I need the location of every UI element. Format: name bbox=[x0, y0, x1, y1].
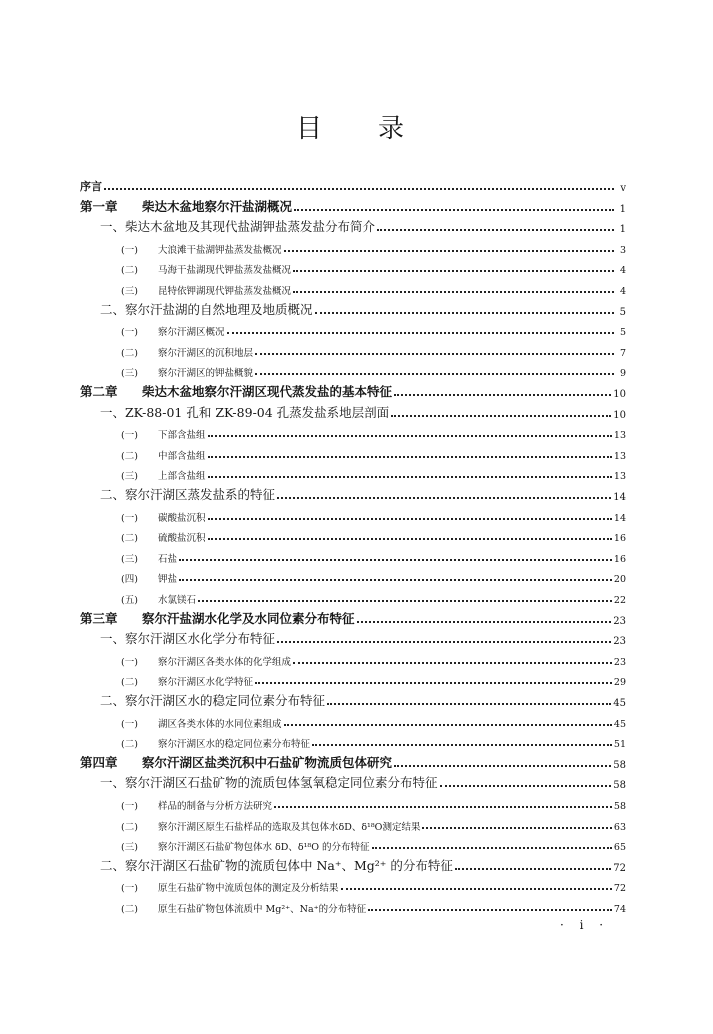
toc-entry bbox=[80, 792, 626, 812]
toc-leader-dots bbox=[372, 847, 612, 849]
toc-entry bbox=[80, 689, 626, 709]
toc-entry-page: 63 bbox=[613, 821, 626, 833]
toc-entry-page: 3 bbox=[619, 244, 626, 256]
toc-entry-number: (三) bbox=[121, 842, 138, 854]
toc-entry-label: 一、柴达木盆地及其现代盐湖钾盐蒸发盐分布简介 bbox=[100, 219, 376, 235]
toc-entry-label: 钾盐 bbox=[158, 574, 178, 586]
toc-entry-label: 一、察尔汗湖区石盐矿物的流质包体氢氧稳定同位素分布特征 bbox=[100, 775, 438, 791]
toc-entry-label: 原生石盐矿物包体流质中 Mg²⁺、Na⁺的分布特征 bbox=[158, 904, 367, 915]
toc-entry-label: 原生石盐矿物中流质包体的测定及分析结果 bbox=[158, 883, 339, 895]
toc-entry-label: 水氯镁石 bbox=[158, 595, 197, 606]
toc-leader-dots bbox=[208, 456, 612, 458]
toc-entry-number: (一) bbox=[121, 430, 138, 442]
toc-entry-page: 23 bbox=[613, 636, 626, 648]
toc-entry-page: v bbox=[620, 183, 626, 194]
toc-entry-label: 样品的制备与分析方法研究 bbox=[158, 801, 273, 812]
toc-leader-dots bbox=[208, 476, 612, 478]
toc-entry-number: (三) bbox=[121, 471, 138, 483]
toc-entry-page: 7 bbox=[619, 347, 626, 359]
toc-entry-label: 察尔汗湖区的沉积地层 bbox=[158, 347, 254, 359]
toc-leader-dots bbox=[198, 600, 612, 602]
toc-entry-page: 5 bbox=[619, 327, 626, 339]
toc-entry-number: (三) bbox=[121, 368, 138, 380]
toc-entry-page: 51 bbox=[613, 739, 626, 751]
toc-entry bbox=[80, 483, 626, 503]
toc-entry-number: (二) bbox=[121, 739, 138, 751]
toc-leader-dots bbox=[327, 703, 611, 705]
toc-entry-page: 16 bbox=[613, 533, 626, 545]
toc-entry-page: 14 bbox=[613, 492, 626, 503]
toc-leader-dots bbox=[294, 209, 614, 211]
toc-leader-dots bbox=[293, 291, 614, 293]
toc-entry bbox=[80, 215, 626, 235]
toc-entry-label: 察尔汗湖区石盐矿物包体水 δD、δ¹⁸O 的分布特征 bbox=[158, 842, 370, 854]
toc-entry bbox=[80, 421, 626, 441]
toc-entry bbox=[80, 648, 626, 668]
toc-entry-label: 湖区各类水体的水同位素组成 bbox=[158, 718, 282, 730]
toc-entry-label: 序言 bbox=[80, 180, 102, 193]
toc-entry-number: (二) bbox=[121, 450, 138, 462]
toc-entry-number: (一) bbox=[121, 883, 138, 895]
toc-entry-label: 下部含盐组 bbox=[158, 430, 206, 442]
toc-entry bbox=[80, 298, 626, 318]
toc-entry-number: (一) bbox=[121, 327, 138, 339]
toc-leader-dots bbox=[440, 785, 612, 787]
toc-leader-dots bbox=[208, 518, 612, 520]
toc-entry bbox=[80, 813, 626, 833]
toc-entry-number: 第一章 bbox=[80, 198, 118, 214]
page-number: · i · bbox=[560, 918, 610, 932]
toc-entry bbox=[80, 174, 626, 194]
toc-leader-dots bbox=[277, 641, 611, 643]
toc-entry bbox=[80, 339, 626, 359]
toc-entry-page: 45 bbox=[613, 698, 626, 709]
toc-leader-dots bbox=[394, 394, 611, 396]
toc-entry bbox=[80, 710, 626, 730]
toc-entry-label: 察尔汗盐湖水化学及水同位素分布特征 bbox=[142, 610, 355, 626]
toc-entry-number: 第三章 bbox=[80, 610, 118, 626]
toc-entry bbox=[80, 565, 626, 585]
toc-entry-page: 58 bbox=[613, 759, 626, 771]
toc-entry-page: 23 bbox=[613, 615, 626, 627]
toc-entry-number: (一) bbox=[121, 801, 138, 812]
toc-entry bbox=[80, 545, 626, 565]
toc-entry-number: 第二章 bbox=[80, 384, 118, 399]
toc-entry-label: 石盐 bbox=[158, 553, 178, 565]
toc-entry-label: 察尔汗湖区各类水体的化学组成 bbox=[158, 656, 292, 668]
toc-entry-page: 14 bbox=[613, 512, 626, 524]
toc-entry-label: 察尔汗湖区水的稳定同位素分布特征 bbox=[158, 739, 311, 751]
toc-entry-page: 5 bbox=[619, 306, 626, 318]
toc-entry bbox=[80, 771, 626, 791]
toc-entry-label: 二、察尔汗湖区水的稳定同位素分布特征 bbox=[100, 693, 326, 708]
toc-leader-dots bbox=[277, 497, 611, 499]
toc-entry bbox=[80, 586, 626, 606]
toc-entry bbox=[80, 442, 626, 462]
toc-entry-page: 16 bbox=[613, 553, 626, 565]
toc-entry-label: 马海干盐湖现代钾盐蒸发盐概况 bbox=[158, 265, 292, 277]
toc-leader-dots bbox=[274, 806, 612, 808]
toc-entry-page: 1 bbox=[619, 224, 626, 236]
toc-leader-dots bbox=[284, 724, 612, 726]
toc-entry bbox=[80, 256, 626, 276]
toc-entry-page: 72 bbox=[613, 883, 626, 895]
toc-entry-number: 第四章 bbox=[80, 754, 118, 770]
toc-entry bbox=[80, 895, 626, 915]
toc-entry-number: (二) bbox=[121, 347, 138, 359]
toc-entry-page: 58 bbox=[613, 801, 626, 812]
toc-entry-label: 硫酸盐沉积 bbox=[158, 533, 206, 545]
toc-entry bbox=[80, 833, 626, 853]
toc-leader-dots bbox=[312, 744, 612, 746]
toc-entry-label: 一、ZK-88-01 孔和 ZK-89-04 孔蒸发盐系地层剖面 bbox=[100, 404, 390, 420]
toc-entry-label: 大浪滩干盐湖钾盐蒸发盐概况 bbox=[158, 244, 282, 256]
toc-entry-page: 20 bbox=[613, 574, 626, 586]
toc-entry-page: 10 bbox=[613, 389, 626, 400]
toc-entry-page: 65 bbox=[613, 842, 626, 854]
toc-entry-label: 柴达木盆地察尔汗湖区现代蒸发盐的基本特征 bbox=[142, 384, 393, 399]
toc-entry bbox=[80, 318, 626, 338]
toc-entry-number: (二) bbox=[121, 265, 138, 277]
toc-entry bbox=[80, 607, 626, 627]
toc-entry bbox=[80, 401, 626, 421]
toc-entry-page: 29 bbox=[613, 677, 626, 689]
toc-leader-dots bbox=[208, 435, 612, 437]
toc-leader-dots bbox=[104, 188, 614, 190]
toc-entry-label: 柴达木盆地察尔汗盐湖概况 bbox=[142, 198, 293, 214]
toc-leader-dots bbox=[391, 415, 611, 417]
toc-entry-page: 1 bbox=[619, 203, 626, 215]
toc-entry-page: 10 bbox=[613, 409, 626, 421]
toc-entry bbox=[80, 668, 626, 688]
toc-entry bbox=[80, 380, 626, 400]
toc-leader-dots bbox=[377, 229, 614, 231]
toc-entry-number: (三) bbox=[121, 553, 138, 565]
toc-entry-label: 上部含盐组 bbox=[158, 471, 206, 483]
toc-entry-number: (二) bbox=[121, 677, 138, 689]
toc-entry bbox=[80, 730, 626, 750]
toc-entry-number: (二) bbox=[121, 533, 138, 545]
toc-entry-label: 二、察尔汗湖区蒸发盐系的特征 bbox=[100, 487, 276, 502]
toc-leader-dots bbox=[293, 662, 612, 664]
toc-entry-label: 昆特依钾湖现代钾盐蒸发盐概况 bbox=[158, 286, 292, 297]
toc-entry bbox=[80, 854, 626, 874]
toc-leader-dots bbox=[455, 868, 611, 870]
toc-entry-page: 58 bbox=[613, 780, 626, 792]
toc-entry-label: 察尔汗湖区水化学特征 bbox=[158, 677, 254, 689]
toc-entry-label: 察尔汗湖区概况 bbox=[158, 327, 225, 339]
toc-entry bbox=[80, 524, 626, 544]
toc-entry-label: 碳酸盐沉积 bbox=[158, 512, 206, 524]
toc-entry-page: 13 bbox=[613, 450, 626, 462]
toc-entry-label: 二、察尔汗盐湖的自然地理及地质概况 bbox=[100, 301, 313, 317]
toc-entry bbox=[80, 195, 626, 215]
toc-entry-number: (四) bbox=[121, 574, 138, 586]
toc-leader-dots bbox=[179, 559, 612, 561]
toc-entry-number: (一) bbox=[121, 244, 138, 256]
toc-entry bbox=[80, 874, 626, 894]
toc-leader-dots bbox=[179, 579, 612, 581]
toc-entry-number: (二) bbox=[121, 821, 138, 833]
toc-entry-page: 4 bbox=[619, 265, 626, 277]
toc-entry-label: 中部含盐组 bbox=[158, 450, 206, 462]
toc-leader-dots bbox=[255, 682, 612, 684]
toc-leader-dots bbox=[394, 765, 611, 767]
toc-entry bbox=[80, 277, 626, 297]
toc-entry-page: 9 bbox=[619, 368, 626, 380]
toc-entry-number: (一) bbox=[121, 512, 138, 524]
toc-entry bbox=[80, 751, 626, 771]
toc-entry-number: (三) bbox=[121, 286, 138, 297]
toc-leader-dots bbox=[208, 538, 612, 540]
toc-entry-page: 74 bbox=[613, 904, 626, 915]
toc-entry-label: 察尔汗湖区原生石盐样品的选取及其包体水δD、δ¹⁸O测定结果 bbox=[158, 821, 421, 833]
toc-entry-number: (二) bbox=[121, 904, 138, 915]
toc-leader-dots bbox=[255, 353, 614, 355]
toc-entry-label: 察尔汗湖区盐类沉积中石盐矿物流质包体研究 bbox=[142, 754, 393, 770]
toc-leader-dots bbox=[293, 270, 614, 272]
toc-leader-dots bbox=[341, 888, 612, 890]
toc-entry-label: 一、察尔汗湖区水化学分布特征 bbox=[100, 631, 276, 647]
toc-entry-number: (一) bbox=[121, 718, 138, 730]
toc-entry-page: 13 bbox=[613, 471, 626, 483]
toc-leader-dots bbox=[255, 373, 614, 375]
toc-entry-page: 13 bbox=[613, 430, 626, 442]
toc-entry-page: 23 bbox=[613, 656, 626, 668]
toc-leader-dots bbox=[357, 621, 612, 623]
toc-entry-page: 72 bbox=[613, 862, 626, 874]
page-title: 目录 bbox=[296, 114, 461, 144]
toc-entry-label: 察尔汗湖区的钾盐概貌 bbox=[158, 368, 254, 380]
toc-leader-dots bbox=[368, 909, 612, 911]
toc-entry bbox=[80, 504, 626, 524]
toc-leader-dots bbox=[315, 312, 614, 314]
toc-entry-number: (五) bbox=[121, 595, 138, 606]
toc-leader-dots bbox=[227, 332, 614, 334]
toc-entry-page: 45 bbox=[613, 718, 626, 730]
toc-entry bbox=[80, 359, 626, 379]
toc-entry-label: 二、察尔汗湖区石盐矿物的流质包体中 Na⁺、Mg²⁺ 的分布特征 bbox=[100, 857, 453, 873]
toc-entry bbox=[80, 236, 626, 256]
toc-leader-dots bbox=[422, 827, 611, 829]
toc-entry-page: 4 bbox=[619, 286, 626, 297]
toc-entry bbox=[80, 462, 626, 482]
toc-entry-number: (一) bbox=[121, 656, 138, 668]
toc-entry-page: 22 bbox=[613, 595, 626, 606]
toc-leader-dots bbox=[284, 250, 614, 252]
toc-entry bbox=[80, 627, 626, 647]
